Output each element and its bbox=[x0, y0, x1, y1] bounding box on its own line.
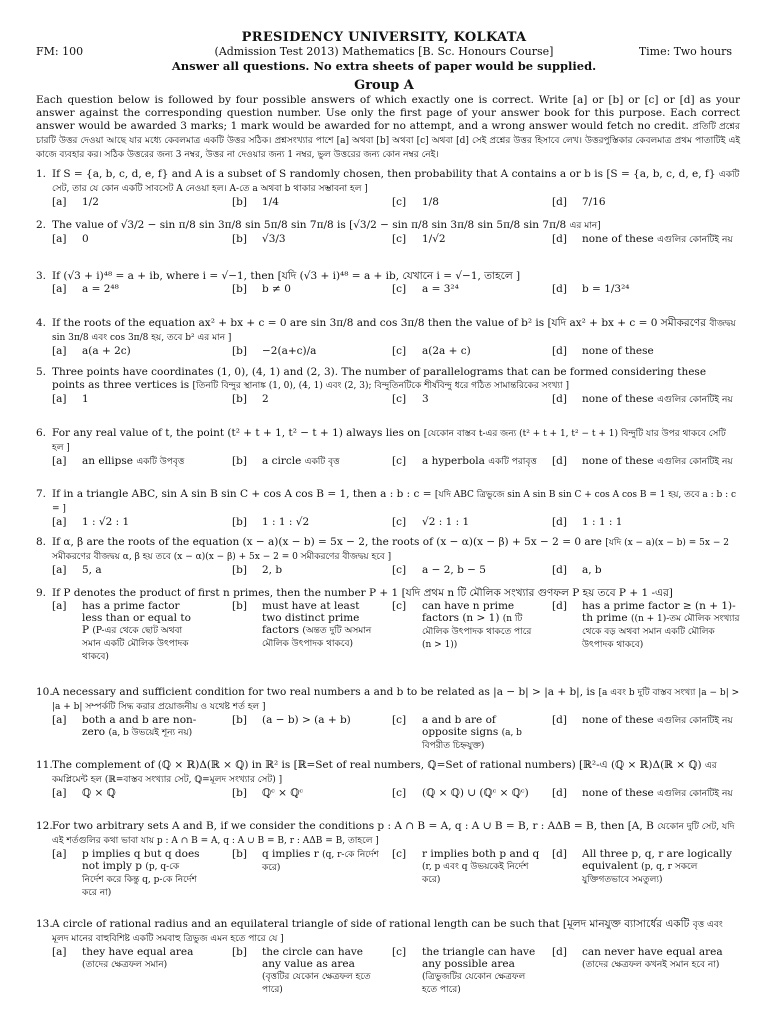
question-9 bbox=[36, 587, 740, 660]
question-text-bengali: যেকোন দুটি সেট, যদি এই শর্তগুলির কথা ভাবা যায় p : A ∩ B = A, q : A ∪ B = B, r : AΔB = B, তাহলে ] bbox=[52, 822, 735, 846]
option-label: [d] bbox=[552, 714, 567, 726]
option-label: [d] bbox=[552, 345, 567, 357]
option-label: [a] bbox=[52, 233, 67, 245]
question-text: If in a triangle ABC, sin A sin B sin C + cos A cos B = 1, then a : b : c = bbox=[52, 488, 435, 500]
option-text: can never have equal area (তাদের ক্ষেত্রফল কখনই সমান হবে না) bbox=[582, 946, 723, 970]
option-text-bengali: (p, q-কে নির্দেশ করে কিন্তু q, p-কে নির্দেশ করে না) bbox=[82, 862, 197, 898]
question-text: A circle of rational radius and an equilateral triangle of side of rational length can be such that [মূলদ মানযুক্ত ব্যাসার্ধের একটি bbox=[52, 918, 693, 930]
option-label: [b] bbox=[232, 516, 247, 528]
question-12 bbox=[36, 820, 740, 898]
question-text: If the roots of the equation ax² + bx + c = 0 are sin 3π/8 and cos 3π/8 then the value of b² is [যদি ax² + bx + c = 0 সমীকরণের bbox=[52, 317, 710, 329]
option-label: [a] bbox=[52, 196, 67, 208]
answer-options bbox=[52, 946, 740, 995]
option-text-bengali: (বৃত্তটির যেকোন ক্ষেত্রফল হতে পারে) bbox=[262, 972, 371, 995]
option-label: [d] bbox=[552, 564, 567, 576]
option-text: 2 bbox=[262, 393, 269, 405]
option-label: [c] bbox=[392, 714, 407, 726]
option-text: a circle একটি বৃত্ত bbox=[262, 455, 340, 467]
option-text: All three p, q, r are logically equivalent (p, q, r সকলে যুক্তিগতভাবে সমতুল্য) bbox=[582, 848, 732, 885]
option-text-bengali: (তাদের ক্ষেত্রফল সমান) bbox=[82, 960, 168, 970]
option-text-bengali: এগুলির কোনটিই নয় bbox=[657, 789, 733, 799]
option-text: 7/16 bbox=[582, 196, 606, 208]
intro-english: Each question below is followed by four possible answers of which exactly one is correct. Write [a] or [b] or [c] or [d] as your answer against the corresponding question number. Use only the first page of your answer book for this purpose. Each correct answer would be awarded 3 marks; 1 mark would be awarded for no attempt, and a wrong answer would fetch no credit. bbox=[36, 94, 740, 132]
answer-options bbox=[52, 787, 740, 813]
option-text: a and b are of opposite signs (a, b বিপরীত চিহ্নযুক্ত) bbox=[422, 714, 522, 751]
option-label: [c] bbox=[392, 787, 407, 799]
option-label: [b] bbox=[232, 600, 247, 612]
question-text-bengali: এর কমপ্লিমেন্ট হল (ℝ=বাস্তব সংখ্যার সেট, ℚ=মূলদ সংখ্যার সেট) ] bbox=[52, 761, 717, 785]
option-text: none of these এগুলির কোনটিই নয় bbox=[582, 787, 733, 799]
option-text: p implies q but q does not imply p (p, q-কে নির্দেশ করে কিন্তু q, p-কে নির্দেশ করে না) bbox=[82, 848, 200, 898]
answer-options bbox=[52, 455, 740, 481]
question-number: 6. bbox=[36, 427, 47, 439]
answer-options bbox=[52, 600, 740, 660]
option-label: [b] bbox=[232, 946, 247, 958]
option-label: [c] bbox=[392, 600, 407, 612]
option-text-bengali: এগুলির কোনটিই নয় bbox=[657, 235, 733, 245]
question-text: For any real value of t, the point (t² + t + 1, t² − t + 1) always lies on bbox=[52, 427, 424, 439]
option-label: [d] bbox=[552, 848, 567, 860]
question-number: 10. bbox=[36, 686, 53, 698]
intro-bengali: প্রতিটি প্রশ্নের চারটি উত্তর দেওয়া আছে যার মধ্যে কেবলমাত্র একটি উত্তর সঠিক। প্রশ্নসংখ্যার পাশে [a] অথবা [b] অথবা [c] অথবা [d] সেই প্রশ্নের উত্তর হিসাবে লেখ। উত্তরপুস্তিকার কেবলমাত্র প্রথম পাতাটিই এই কাজে ব্যবহার কর। সঠিক উত্তরের জন্য 3 নম্বর, উত্তর না দেওয়ার জন্য 1 নম্বর, ভুল উত্তরের জন্য কোন নম্বর নেই। bbox=[36, 122, 740, 160]
option-text-bengali: এগুলির কোনটিই নয় bbox=[657, 395, 733, 405]
option-label: [a] bbox=[52, 516, 67, 528]
page-title: PRESIDENCY UNIVERSITY, KOLKATA bbox=[241, 30, 527, 45]
option-text-bengali: (q, r-কে নির্দেশ করে) bbox=[262, 850, 379, 873]
option-text: √3/3 bbox=[262, 233, 286, 245]
option-label: [c] bbox=[392, 283, 407, 295]
question-7 bbox=[36, 488, 740, 530]
option-text: ℚ × ℚ bbox=[82, 787, 116, 799]
option-label: [c] bbox=[392, 233, 407, 245]
option-text: both a and b are non-zero (a, b উভয়েই শূন্য নয়) bbox=[82, 714, 197, 738]
option-text: the circle can have any value as area (বৃত্তটির যেকোন ক্ষেত্রফল হতে পারে) bbox=[262, 946, 371, 995]
option-label: [c] bbox=[392, 564, 407, 576]
answer-options bbox=[52, 233, 740, 247]
option-text-bengali: (a, b উভয়েই শূন্য নয়) bbox=[108, 728, 193, 738]
question-stem bbox=[36, 587, 740, 600]
question-1 bbox=[36, 168, 740, 210]
option-text-bengali: (a, b বিপরীত চিহ্নযুক্ত) bbox=[422, 728, 522, 751]
option-text: ℚᶜ × ℚᶜ bbox=[262, 787, 304, 799]
question-8 bbox=[36, 536, 740, 578]
option-text: √2 : 1 : 1 bbox=[422, 516, 470, 528]
option-text: none of these এগুলির কোনটিই নয় bbox=[582, 233, 733, 245]
question-text-bengali: [তিনটি বিন্দুর স্থানাঙ্ক (1, 0), (4, 1) এবং (2, 3); বিন্দুতিনটিকে শীর্ষবিন্দু ধরে গঠিত সামান্তরিকের সংখ্যা ] bbox=[192, 381, 569, 391]
question-3 bbox=[36, 270, 740, 297]
question-text-bengali: বীজদ্বয় sin 3π/8 এবং cos 3π/8 হয়, তবে b² এর মান ] bbox=[52, 319, 736, 343]
exam-subtitle: (Admission Test 2013) Mathematics [B. Sc. Honours Course] bbox=[214, 45, 554, 58]
question-number: 8. bbox=[36, 536, 47, 548]
option-text: none of these এগুলির কোনটিই নয় bbox=[582, 455, 733, 467]
question-11 bbox=[36, 759, 740, 813]
option-text: a = 3²⁴ bbox=[422, 283, 459, 295]
option-text: r implies both p and q (r, p এবং q উভয়কেই নির্দেশ করে) bbox=[422, 848, 540, 885]
answer-options bbox=[52, 848, 740, 898]
option-label: [c] bbox=[392, 345, 407, 357]
option-label: [d] bbox=[552, 455, 567, 467]
option-label: [c] bbox=[392, 516, 407, 528]
question-number: 2. bbox=[36, 219, 47, 231]
option-text: none of these এগুলির কোনটিই নয় bbox=[582, 714, 733, 726]
option-label: [c] bbox=[392, 455, 407, 467]
question-text: If S = {a, b, c, d, e, f} and A is a subset of S randomly chosen, then probability that A contains a or b is [S = {a, b, c, d, e, f} bbox=[52, 168, 719, 180]
question-stem bbox=[36, 488, 740, 516]
option-label: [c] bbox=[392, 196, 407, 208]
option-text: a hyperbola একটি পরাবৃত্ত bbox=[422, 455, 537, 467]
answer-options bbox=[52, 714, 740, 751]
option-label: [b] bbox=[232, 196, 247, 208]
question-stem bbox=[36, 270, 740, 283]
option-text: a(a + 2c) bbox=[82, 345, 131, 357]
option-text: a, b bbox=[582, 564, 602, 576]
question-text-bengali: [যেকোন বাস্তব t-এর জন্য (t² + t + 1, t² − t + 1) বিন্দুটি যার উপর থাকবে সেটি হল ] bbox=[52, 429, 726, 453]
answer-options bbox=[52, 196, 740, 210]
answer-options bbox=[52, 516, 740, 530]
question-text-bengali: [যদি (x − a)(x − b) = 5x − 2 সমীকরণের বীজদ্বয় α, β হয় তবে (x − α)(x − β) + 5x − 2 = 0 সমীকরণের বীজদ্বয় হবে ] bbox=[52, 538, 729, 562]
option-text: 1/4 bbox=[262, 196, 279, 208]
answer-options bbox=[52, 393, 740, 419]
option-text: 1 : √2 : 1 bbox=[82, 516, 130, 528]
full-marks: FM: 100 bbox=[36, 45, 84, 58]
option-label: [a] bbox=[52, 283, 67, 295]
option-text: b = 1/3²⁴ bbox=[582, 283, 630, 295]
option-label: [d] bbox=[552, 196, 567, 208]
option-label: [b] bbox=[232, 564, 247, 576]
question-number: 9. bbox=[36, 587, 47, 599]
question-stem bbox=[36, 536, 740, 564]
answer-options bbox=[52, 283, 740, 297]
question-text-bengali: [যদি ABC ত্রিভুজে sin A sin B sin C + cos A cos B = 1 হয়, তবে a : b : c = ] bbox=[52, 490, 737, 514]
option-text-bengali: একটি বৃত্ত bbox=[304, 457, 340, 467]
question-stem bbox=[36, 759, 740, 787]
question-text: The value of √3/2 − sin π/8 sin 3π/8 sin 5π/8 sin 7π/8 is [√3/2 − sin π/8 sin 3π/8 sin 5π/8 sin 7π/8 bbox=[52, 219, 570, 231]
question-text-bengali: বৃত্ত এবং মূলদ মানের বাহুবিশিষ্ট একটি সমবাহু ত্রিভুজ এমন হতে পারে যে ] bbox=[52, 920, 723, 944]
option-text: −2(a+c)/a bbox=[262, 345, 317, 357]
option-text: a(2a + c) bbox=[422, 345, 471, 357]
answer-options bbox=[52, 345, 740, 359]
question-number: 1. bbox=[36, 168, 47, 180]
option-label: [d] bbox=[552, 516, 567, 528]
question-6 bbox=[36, 427, 740, 481]
option-text-bengali: (ত্রিভুজটির যেকোন ক্ষেত্রফল হতে পারে) bbox=[422, 972, 526, 995]
question-stem bbox=[36, 168, 740, 196]
question-number: 11. bbox=[36, 759, 53, 771]
option-label: [d] bbox=[552, 283, 567, 295]
question-stem bbox=[36, 918, 740, 946]
option-text: (ℚ × ℚ) ∪ (ℚᶜ × ℚᶜ) bbox=[422, 787, 529, 799]
group-heading: Group A bbox=[354, 78, 414, 93]
option-label: [d] bbox=[552, 600, 567, 612]
question-text: Three points have coordinates (1, 0), (4, 1) and (2, 3). The number of parallelograms that can be formed considering these points as three vertices is bbox=[52, 366, 707, 391]
option-text-bengali: (p, q, r সকলে যুক্তিগতভাবে সমতুল্য) bbox=[582, 862, 698, 885]
option-text: (a − b) > (a + b) bbox=[262, 714, 351, 726]
option-text: an ellipse একটি উপবৃত্ত bbox=[82, 455, 185, 467]
question-4 bbox=[36, 317, 740, 359]
option-label: [b] bbox=[232, 233, 247, 245]
question-stem bbox=[36, 820, 740, 848]
option-text-bengali: (P-এর থেকে ছোট অথবা সমান একটি মৌলিক উৎপাদক থাকবে) bbox=[82, 626, 189, 662]
option-text: 1 : 1 : 1 bbox=[582, 516, 623, 528]
option-text: q implies r (q, r-কে নির্দেশ করে) bbox=[262, 848, 379, 873]
question-text: If (√3 + i)⁴⁸ = a + ib, where i = √−1, then [যদি (√3 + i)⁴⁸ = a + ib, যেখানে i = √−1, তাহলে ] bbox=[52, 270, 521, 282]
question-number: 12. bbox=[36, 820, 53, 832]
option-label: [b] bbox=[232, 787, 247, 799]
question-stem bbox=[36, 427, 740, 455]
option-label: [a] bbox=[52, 714, 67, 726]
question-13 bbox=[36, 918, 740, 995]
time-allowed: Time: Two hours bbox=[638, 45, 732, 58]
option-text: 5, a bbox=[82, 564, 102, 576]
option-text-bengali: একটি উপবৃত্ত bbox=[136, 457, 185, 467]
option-label: [a] bbox=[52, 787, 67, 799]
option-text: 1/8 bbox=[422, 196, 439, 208]
option-label: [d] bbox=[552, 787, 567, 799]
question-10 bbox=[36, 686, 740, 751]
question-text: A necessary and sufficient condition for two real numbers a and b to be related as |a − b| > |a + b|, is bbox=[52, 686, 599, 698]
option-label: [c] bbox=[392, 946, 407, 958]
question-stem bbox=[36, 317, 740, 345]
option-text: has a prime factor ≥ (n + 1)-th prime ((n + 1)-তম মৌলিক সংখ্যার থেকে বড় অথবা সমান একটি মৌলিক উৎপাদক থাকবে) bbox=[582, 600, 740, 650]
option-text-bengali: (r, p এবং q উভয়কেই নির্দেশ করে) bbox=[422, 862, 529, 885]
option-label: [a] bbox=[52, 946, 67, 958]
question-number: 5. bbox=[36, 366, 47, 378]
question-stem bbox=[36, 686, 740, 714]
option-label: [b] bbox=[232, 283, 247, 295]
option-label: [b] bbox=[232, 393, 247, 405]
option-label: [c] bbox=[392, 848, 407, 860]
option-label: [a] bbox=[52, 455, 67, 467]
option-label: [d] bbox=[552, 233, 567, 245]
option-label: [a] bbox=[52, 848, 67, 860]
option-text-bengali: এগুলির কোনটিই নয় bbox=[657, 457, 733, 467]
question-stem bbox=[36, 219, 740, 233]
option-text: a − 2, b − 5 bbox=[422, 564, 486, 576]
option-label: [a] bbox=[52, 600, 67, 612]
option-text: none of these এগুলির কোনটিই নয় bbox=[582, 393, 733, 405]
intro-text bbox=[36, 94, 740, 162]
option-label: [b] bbox=[232, 714, 247, 726]
option-text-bengali: এগুলির কোনটিই নয় bbox=[657, 716, 733, 726]
question-number: 3. bbox=[36, 270, 47, 282]
question-text: For two arbitrary sets A and B, if we consider the conditions p : A ∩ B = A, q : A ∪ B = B, r : AΔB = B, then [A, B bbox=[52, 820, 658, 832]
question-5 bbox=[36, 366, 740, 419]
option-label: [c] bbox=[392, 393, 407, 405]
question-text: The complement of (ℚ × ℝ)Δ(ℝ × ℚ) in ℝ² is [ℝ=Set of real numbers, ℚ=Set of rational numbers) [ℝ²-এ (ℚ × ℝ)Δ(ℝ × ℚ) bbox=[52, 759, 705, 771]
option-label: [a] bbox=[52, 393, 67, 405]
question-number: 7. bbox=[36, 488, 47, 500]
option-label: [b] bbox=[232, 455, 247, 467]
option-text: 2, b bbox=[262, 564, 283, 576]
question-text: If P denotes the product of first n primes, then the number P + 1 [যদি প্রথম n টি মৌলিক সংখ্যার গুণফল P হয় তবে P + 1 -এর] bbox=[52, 587, 673, 599]
option-label: [b] bbox=[232, 345, 247, 357]
option-text: 1 : 1 : √2 bbox=[262, 516, 310, 528]
question-number: 4. bbox=[36, 317, 47, 329]
question-text-bengali: এর মান] bbox=[569, 221, 601, 231]
option-text: b ≠ 0 bbox=[262, 283, 291, 295]
option-text: 1/2 bbox=[82, 196, 99, 208]
option-text: can have n prime factors (n > 1) (n টি মৌলিক উৎপাদক থাকতে পারে (n > 1)) bbox=[422, 600, 532, 650]
option-text: has a prime factor less than or equal to P (P-এর থেকে ছোট অথবা সমান একটি মৌলিক উৎপাদক থাকবে) bbox=[82, 600, 191, 662]
option-text-bengali: ((n + 1)-তম মৌলিক সংখ্যার থেকে বড় অথবা সমান একটি মৌলিক উৎপাদক থাকবে) bbox=[582, 614, 740, 650]
option-text: the triangle can have any possible area (ত্রিভুজটির যেকোন ক্ষেত্রফল হতে পারে) bbox=[422, 946, 536, 995]
option-text-bengali: (তাদের ক্ষেত্রফল কখনই সমান হবে না) bbox=[582, 960, 720, 970]
option-label: [a] bbox=[52, 345, 67, 357]
question-2 bbox=[36, 219, 740, 247]
question-text: If α, β are the roots of the equation (x − a)(x − b) = 5x − 2, the roots of (x − α)(x − β) + 5x − 2 = 0 are bbox=[52, 536, 606, 548]
option-text-bengali: একটি পরাবৃত্ত bbox=[488, 457, 537, 467]
option-label: [a] bbox=[52, 564, 67, 576]
option-text: 0 bbox=[82, 233, 89, 245]
option-text: must have at least two distinct prime factors (অন্তত দুটি অসমান মৌলিক উৎপাদক থাকবে) bbox=[262, 600, 372, 649]
instruction: Answer all questions. No extra sheets of paper would be supplied. bbox=[171, 59, 597, 73]
option-text-bengali: (n টি মৌলিক উৎপাদক থাকতে পারে (n > 1)) bbox=[422, 614, 532, 650]
option-text: a = 2⁴⁸ bbox=[82, 283, 119, 295]
option-label: [d] bbox=[552, 946, 567, 958]
option-label: [b] bbox=[232, 848, 247, 860]
answer-options bbox=[52, 564, 740, 578]
option-text: 1 bbox=[82, 393, 89, 405]
option-text: 3 bbox=[422, 393, 429, 405]
question-text-bengali: [a এবং b দুটি বাস্তব সংখ্যা |a − b| > |a + b| সম্পর্কটি সিদ্ধ করার প্রয়োজনীয় ও যথেষ্ট শর্ত হল ] bbox=[52, 688, 740, 712]
option-text: none of these bbox=[582, 345, 654, 357]
question-stem bbox=[36, 366, 740, 393]
question-number: 13. bbox=[36, 918, 53, 930]
option-text-bengali: (অন্তত দুটি অসমান মৌলিক উৎপাদক থাকবে) bbox=[262, 626, 372, 649]
option-text: 1/√2 bbox=[422, 233, 446, 245]
option-label: [d] bbox=[552, 393, 567, 405]
question-text-bengali: একটি সেট, তার যে কোন একটি সাবসেট A নেওয়া হল। A-তে a অথবা b থাকার সম্ভাবনা হল ] bbox=[52, 170, 740, 194]
option-text: they have equal area (তাদের ক্ষেত্রফল সমান) bbox=[82, 946, 194, 970]
